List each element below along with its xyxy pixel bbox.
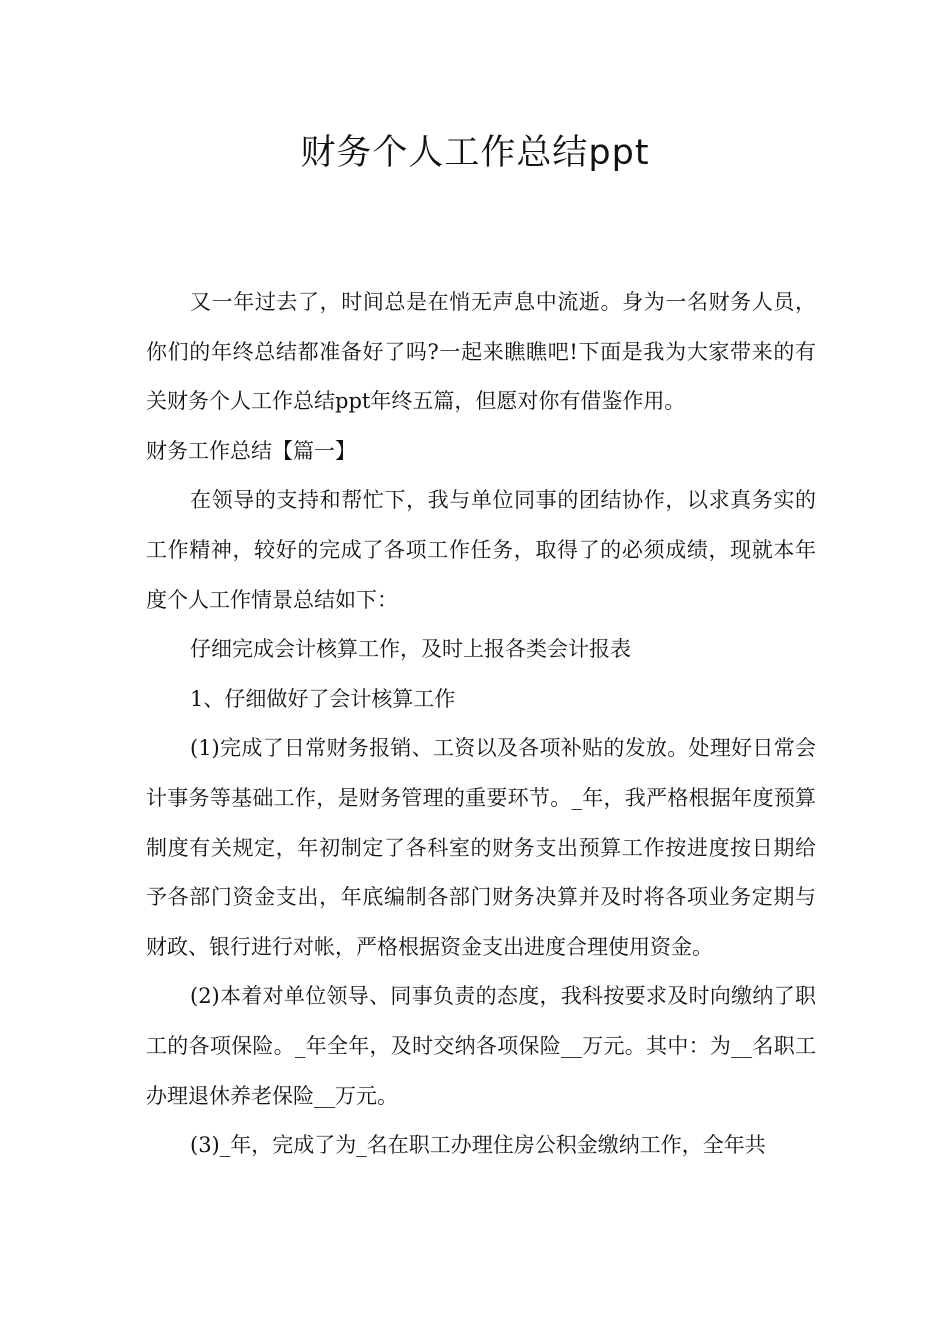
paragraph: 在领导的支持和帮忙下，我与单位同事的团结协作，以求真务实的工作精神，较好的完成了各项工作任务，取得了的必须成绩，现就本年度个人工作情景总结如下：	[146, 488, 816, 612]
paragraph-intro: 又一年过去了，时间总是在悄无声息中流逝。身为一名财务人员，你们的年终总结都准备好了吗?一起来瞧瞧吧!下面是我为大家带来的有关财务个人工作总结ppt年终五篇，但愿对你有借鉴作用。	[146, 290, 816, 414]
paragraph: 仔细完成会计核算工作，及时上报各类会计报表	[190, 637, 631, 662]
paragraph: (2)本着对单位领导、同事负责的态度，我科按要求及时向缴纳了职工的各项保险。_年全年，及时交纳各项保险__万元。其中：为__名职工办理退休养老保险__万元。	[146, 984, 816, 1108]
paragraph: (1)完成了日常财务报销、工资以及各项补贴的发放。处理好日常会计事务等基础工作，是财务管理的重要环节。_年，我严格根据年度预算制度有关规定，年初制定了各科室的财务支出预算工作按进度按日期给予各部门资金支出，年底编制各部门财务决算并及时将各项业务定期与财政、银行进行对帐，严格根据资金支出进度合理使用资金。	[146, 736, 816, 959]
document-title: 财务个人工作总结ppt	[300, 133, 650, 173]
paragraph: 1、仔细做好了会计核算工作	[190, 686, 456, 711]
paragraph: (3)_年，完成了为_名在职工办理住房公积金缴纳工作，全年共	[190, 1133, 766, 1158]
section-heading: 财务工作总结【篇一】	[146, 438, 356, 463]
document-body	[146, 278, 816, 1171]
